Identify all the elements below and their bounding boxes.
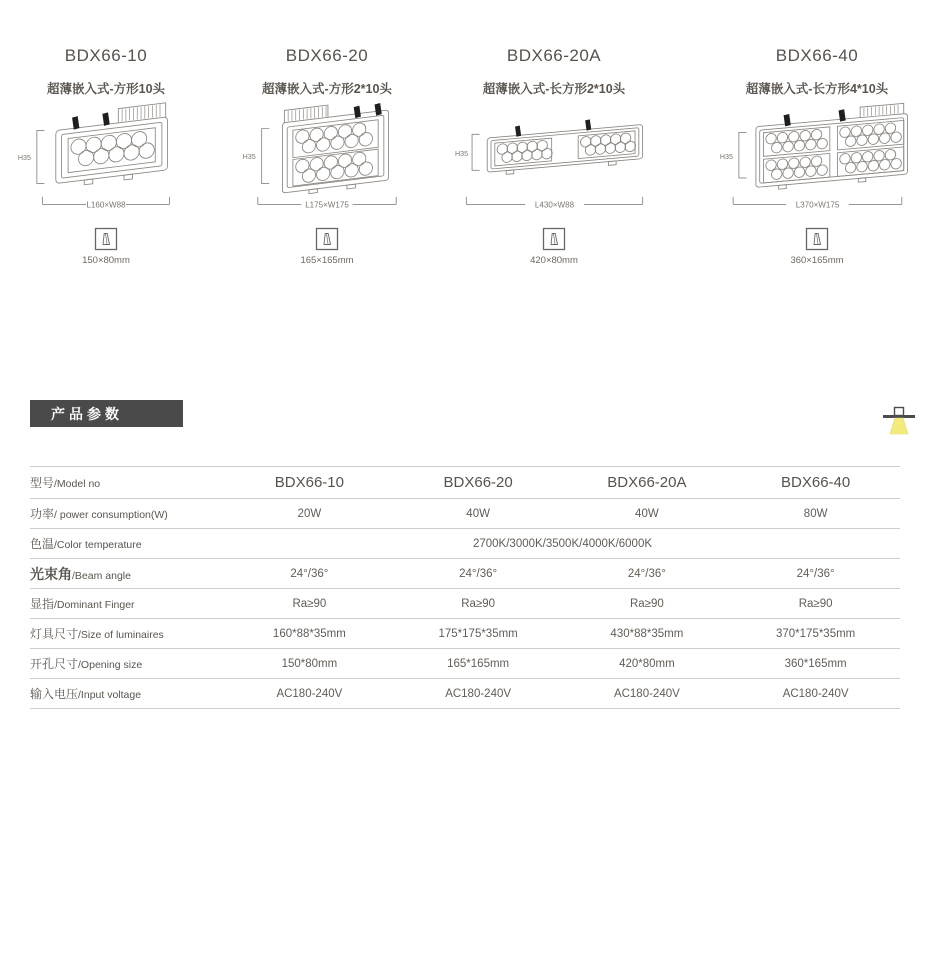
value-cell: 24°/36° bbox=[627, 567, 666, 580]
cutout-icon bbox=[6, 227, 206, 251]
row-label: 开孔尺寸/Opening size bbox=[30, 657, 143, 671]
svg-text:H35: H35 bbox=[719, 152, 733, 161]
cutout-icon bbox=[218, 227, 436, 251]
value-cell: 24°/36° bbox=[290, 567, 329, 580]
model-cell: BDX66-20A bbox=[607, 474, 687, 491]
row-label: 输入电压/Input voltage bbox=[30, 687, 142, 701]
row-label: 光束角/Beam angle bbox=[30, 565, 131, 582]
value-cell: AC180-240V bbox=[445, 687, 512, 700]
svg-text:H35: H35 bbox=[454, 150, 468, 159]
row-label: 功率/ power consumption(W) bbox=[30, 507, 168, 521]
cutout-size-label: 165×165mm bbox=[300, 255, 354, 266]
value-cell: 40W bbox=[635, 507, 659, 520]
cutout-size-label: 360×165mm bbox=[790, 255, 844, 266]
cutout-icon bbox=[438, 227, 670, 251]
product-card-bdx66-10 bbox=[6, 0, 206, 266]
luminaire-drawing-icon bbox=[237, 102, 417, 214]
value-cell: AC180-240V bbox=[782, 687, 849, 700]
cutout-size-label: 420×80mm bbox=[530, 255, 578, 266]
row-label: 型号/Model no bbox=[30, 476, 101, 490]
product-drawing bbox=[438, 102, 670, 214]
product-subtitle: 超薄嵌入式-方形2*10头 bbox=[262, 82, 392, 96]
value-cell: 360*165mm bbox=[784, 657, 847, 670]
product-subtitle: 超薄嵌入式-长方形4*10头 bbox=[745, 82, 889, 96]
value-cell: Ra≥90 bbox=[629, 597, 664, 610]
cutout-icon bbox=[704, 227, 930, 251]
product-subtitle: 超薄嵌入式-方形10头 bbox=[46, 82, 166, 96]
value-cell: AC180-240V bbox=[276, 687, 343, 700]
product-model-title: BDX66-40 bbox=[775, 46, 859, 65]
value-cell: 430*88*35mm bbox=[610, 627, 684, 640]
table-row-input-voltage bbox=[30, 679, 900, 709]
svg-text:L175×W175: L175×W175 bbox=[305, 200, 349, 210]
row-label: 显指/Dominant Finger bbox=[30, 597, 135, 611]
downlight-icon bbox=[882, 403, 916, 436]
table-row-color-temperature bbox=[30, 529, 900, 559]
value-cell: 160*88*35mm bbox=[272, 627, 346, 640]
product-card-bdx66-20a bbox=[438, 0, 670, 266]
product-model-title: BDX66-10 bbox=[64, 46, 148, 65]
table-row-model bbox=[30, 467, 900, 499]
value-cell-span: 2700K/3000K/3500K/4000K/6000K bbox=[472, 537, 653, 550]
value-cell: 420*80mm bbox=[619, 657, 675, 670]
product-subtitle: 超薄嵌入式-长方形2*10头 bbox=[482, 82, 626, 96]
table-row-luminaire-size bbox=[30, 619, 900, 649]
value-cell: 175*175*35mm bbox=[438, 627, 518, 640]
product-drawing bbox=[218, 102, 436, 214]
value-cell: 20W bbox=[297, 507, 322, 520]
row-label: 色温/Color temperature bbox=[30, 537, 142, 551]
luminaire-drawing-icon bbox=[16, 102, 196, 214]
product-gallery bbox=[0, 0, 930, 380]
table-row-beam-angle bbox=[30, 559, 900, 589]
value-cell: Ra≥90 bbox=[798, 597, 833, 610]
section-title-text: 产品参数 bbox=[51, 405, 123, 422]
value-cell: Ra≥90 bbox=[461, 597, 496, 610]
svg-text:L370×W175: L370×W175 bbox=[795, 200, 839, 210]
table-row-power bbox=[30, 499, 900, 529]
spec-table bbox=[30, 466, 900, 709]
value-cell: 370*175*35mm bbox=[775, 627, 856, 640]
table-row-cri bbox=[30, 589, 900, 619]
value-cell: 165*165mm bbox=[447, 657, 510, 670]
luminaire-drawing-icon bbox=[718, 102, 917, 214]
product-card-bdx66-40 bbox=[704, 0, 930, 266]
svg-text:H35: H35 bbox=[17, 153, 31, 162]
row-label: 灯具尺寸/Size of luminaires bbox=[30, 627, 164, 641]
cutout-size-label: 150×80mm bbox=[82, 255, 130, 266]
product-drawing bbox=[6, 102, 206, 214]
svg-text:H35: H35 bbox=[242, 152, 256, 161]
value-cell: Ra≥90 bbox=[292, 597, 327, 610]
value-cell: 80W bbox=[803, 507, 828, 520]
value-cell: 24°/36° bbox=[796, 567, 835, 580]
product-model-title: BDX66-20 bbox=[285, 46, 369, 65]
svg-text:L430×W88: L430×W88 bbox=[534, 200, 574, 210]
value-cell: AC180-240V bbox=[613, 687, 680, 700]
product-card-bdx66-20 bbox=[218, 0, 436, 266]
model-cell: BDX66-20 bbox=[443, 474, 513, 491]
value-cell: 40W bbox=[466, 507, 490, 520]
value-cell: 24°/36° bbox=[459, 567, 498, 580]
product-model-title: BDX66-20A bbox=[506, 46, 602, 65]
table-row-opening-size bbox=[30, 649, 900, 679]
section-title-product-parameters bbox=[30, 400, 183, 427]
value-cell: 150*80mm bbox=[281, 657, 338, 670]
model-cell: BDX66-40 bbox=[781, 474, 851, 491]
luminaire-drawing-icon bbox=[455, 102, 654, 214]
model-cell: BDX66-10 bbox=[274, 474, 344, 491]
product-drawing bbox=[704, 102, 930, 214]
svg-text:L160×W88: L160×W88 bbox=[86, 200, 126, 210]
